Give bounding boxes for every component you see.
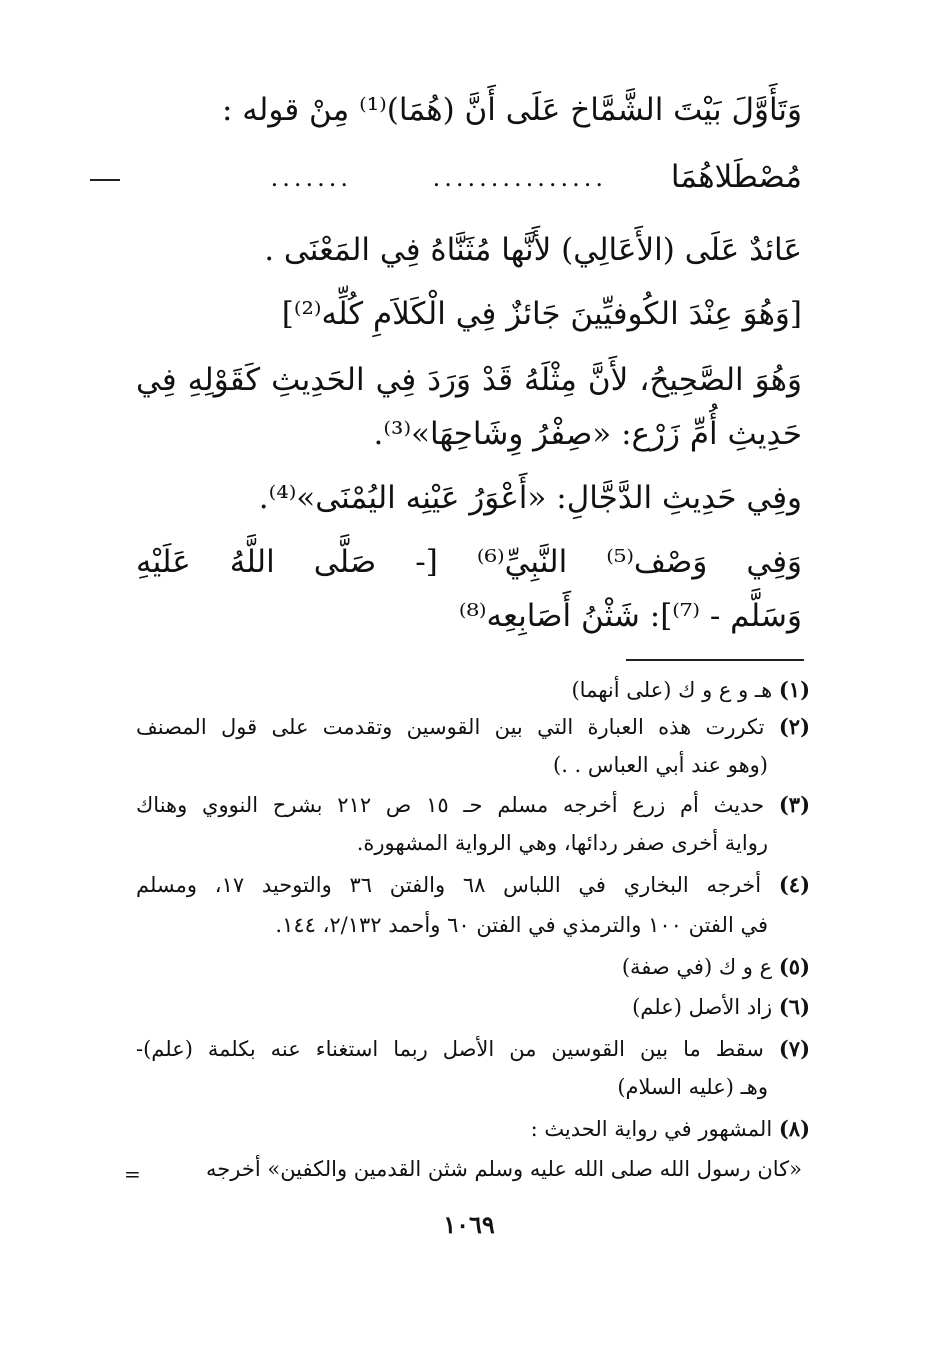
verse-dots-2: ....... bbox=[270, 164, 352, 192]
footnote-number: (٦) bbox=[778, 994, 810, 1019]
body-line-6: حَدِيثِ أُمِّ زَرْع: «صِفْرُ وِشَاحِهَا»⁽³⁾. bbox=[373, 416, 802, 452]
footnote-text: هـ و ع و ك (على أنهما) bbox=[571, 678, 773, 702]
verse-dots-1: ............... bbox=[432, 164, 607, 192]
body-line-1: وَتَأَوَّلَ بَيْتَ الشَّمَّاخ عَلَى أَنَّ (هُمَا)⁽¹⁾ مِنْ قوله : bbox=[222, 92, 802, 128]
footnote-text: حديث أم زرع أخرجه مسلم حـ ١٥ ص ٢١٢ بشرح النووي وهناك bbox=[136, 793, 765, 817]
footnote-separator bbox=[626, 659, 804, 661]
footnote-4-cont bbox=[136, 910, 768, 940]
verse-word: مُصْطَلاهُمَا bbox=[670, 159, 802, 195]
footnote-text: أخرجه البخاري في اللباس ٦٨ والفتن ٣٦ والتوحيد ١٧، ومسلم bbox=[136, 873, 762, 897]
body-line-4: [وَهُوَ عِنْدَ الكُوفيِّينَ جَائزٌ فِي الْكَلاَمِ كُلِّه⁽²⁾] bbox=[281, 296, 802, 332]
footnote-7 bbox=[136, 1034, 810, 1064]
footnote-4 bbox=[136, 870, 810, 900]
footnote-text: ع و ك (في صفة) bbox=[621, 955, 773, 979]
verse-line bbox=[90, 155, 802, 203]
footnote-8-cont bbox=[160, 1154, 802, 1184]
footnote-3 bbox=[136, 790, 810, 820]
footnote-2 bbox=[136, 712, 810, 742]
body-line-5: وَهُوَ الصَّحِيحُ، لأَنَّ مِثْلَهُ قَدْ وَرَدَ فِي الحَدِيثِ كَقَوْلِهِ فِي bbox=[136, 362, 802, 398]
footnote-text: سقط ما بين القوسين من الأصل ربما استغناء عنه بكلمة (علم)- bbox=[136, 1037, 764, 1061]
footnote-number: (٣) bbox=[778, 792, 810, 817]
footnote-text: تكررت هذه العبارة التي بين القوسين وتقدمت على قول المصنف bbox=[136, 715, 765, 739]
footnote-text: (وهو عند أبي العباس . .) bbox=[553, 753, 768, 777]
footnote-text: المشهور في رواية الحديث : bbox=[530, 1117, 773, 1141]
body-line-3: عَائدٌ عَلَى (الأَعَالِي) لأَنَّها مُثَنَّاهُ فِي المَعْنَى . bbox=[264, 232, 802, 268]
footnote-text: وهـ (عليه السلام) bbox=[617, 1075, 768, 1099]
footnote-text: في الفتن ١٠٠ والترمذي في الفتن ٦٠ وأحمد ٢/١٣٢، ١٤٤. bbox=[275, 913, 768, 937]
verse-dash bbox=[90, 179, 120, 181]
page-number: ١٠٦٩ bbox=[443, 1210, 495, 1239]
footnote-number: (٧) bbox=[778, 1036, 810, 1061]
footnote-text: «كان رسول الله صلى الله عليه وسلم شثن القدمين والكفين» أخرجه bbox=[206, 1157, 802, 1181]
footnote-1 bbox=[136, 675, 810, 705]
footnote-text: زاد الأصل (علم) bbox=[632, 995, 773, 1019]
footnote-number: (٥) bbox=[778, 954, 810, 979]
footnote-6 bbox=[136, 992, 810, 1022]
body-line-7: وفِي حَدِيثِ الدَّجَّالِ: «أَعْوَرُ عَيْنِه اليُمْنَى»⁽⁴⁾. bbox=[258, 480, 802, 516]
footnote-number: (٨) bbox=[778, 1116, 810, 1141]
footnote-text: رواية أخرى صفر ردائها، وهي الرواية المشهورة. bbox=[356, 831, 768, 855]
footnote-3-cont bbox=[136, 828, 768, 858]
footnote-number: (٢) bbox=[778, 714, 810, 739]
footnote-number: (١) bbox=[778, 677, 810, 702]
body-line-8: وَفِي وَصْف⁽⁵⁾ النَّبِيِّ⁽⁶⁾ [- صَلَّى اللَّهُ عَلَيْهِ bbox=[136, 544, 802, 580]
body-line-9: وَسَلَّم - ⁽⁷⁾]: شَثْنُ أَصَابِعِه⁽⁸⁾ bbox=[458, 598, 802, 634]
footnote-8 bbox=[136, 1114, 810, 1144]
footnote-number: (٤) bbox=[778, 872, 810, 897]
continuation-mark: = bbox=[124, 1162, 141, 1186]
footnote-5 bbox=[136, 952, 810, 982]
footnote-7-cont bbox=[136, 1072, 768, 1102]
footnote-2-cont bbox=[136, 750, 768, 780]
